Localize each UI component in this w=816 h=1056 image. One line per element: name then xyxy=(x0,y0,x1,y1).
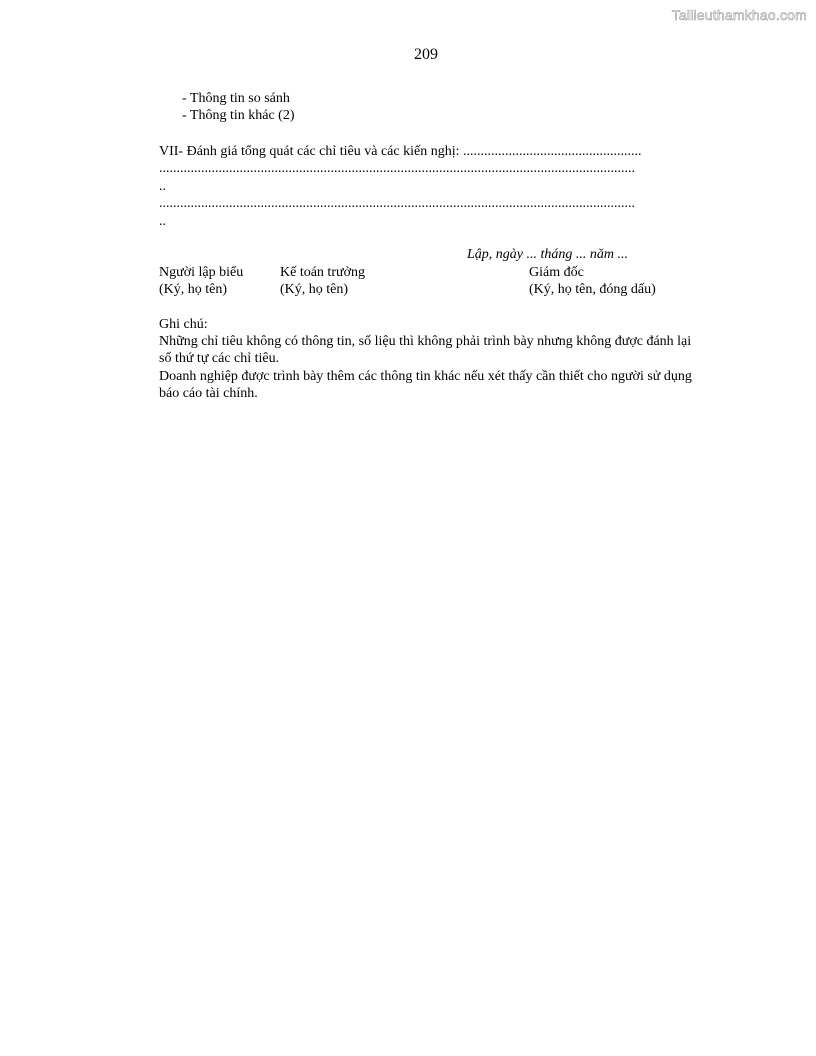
dotted-line-1: ........................................................................................................................................ xyxy=(159,161,635,176)
director-title: Giám đốc xyxy=(529,265,584,280)
director-sign-note: (Ký, họ tên, đóng dấu) xyxy=(529,282,656,297)
list-item-comparison-info: - Thông tin so sánh xyxy=(182,91,290,106)
list-item-other-info: - Thông tin khác (2) xyxy=(182,108,295,123)
note-2: Doanh nghiệp được trình bày thêm các thông tin khác nếu xét thấy cần thiết cho người sử dụng báo cáo tài chính. xyxy=(159,369,692,401)
preparer-sign-note: (Ký, họ tên) xyxy=(159,282,228,297)
notes-label: Ghi chú: xyxy=(159,317,208,332)
accountant-title: Kế toán trưởng xyxy=(280,265,365,280)
watermark-logo: Tailieuthamkhao.com xyxy=(671,7,807,23)
note-1: Những chỉ tiêu không có thông tin, số liệu thì không phải trình bày nhưng không được đánh lại số thứ tự các chỉ tiêu. xyxy=(159,334,692,366)
preparer-title: Người lập biểu xyxy=(159,265,244,280)
dotted-line-2: ........................................................................................................................................ xyxy=(159,196,635,211)
section-vii-heading-dots: ................................................... xyxy=(463,144,642,159)
dotted-line-1-continuation: .. xyxy=(159,179,166,194)
accountant-sign-note: (Ký, họ tên) xyxy=(280,282,349,297)
date-line: Lập, ngày ... tháng ... năm ... xyxy=(467,247,628,262)
section-vii-heading-text: VII- Đánh giá tổng quát các chỉ tiêu và các kiến nghị: xyxy=(159,144,460,159)
dotted-line-2-continuation: .. xyxy=(159,214,166,229)
page-number: 209 xyxy=(414,46,438,63)
section-vii-heading xyxy=(159,143,642,160)
